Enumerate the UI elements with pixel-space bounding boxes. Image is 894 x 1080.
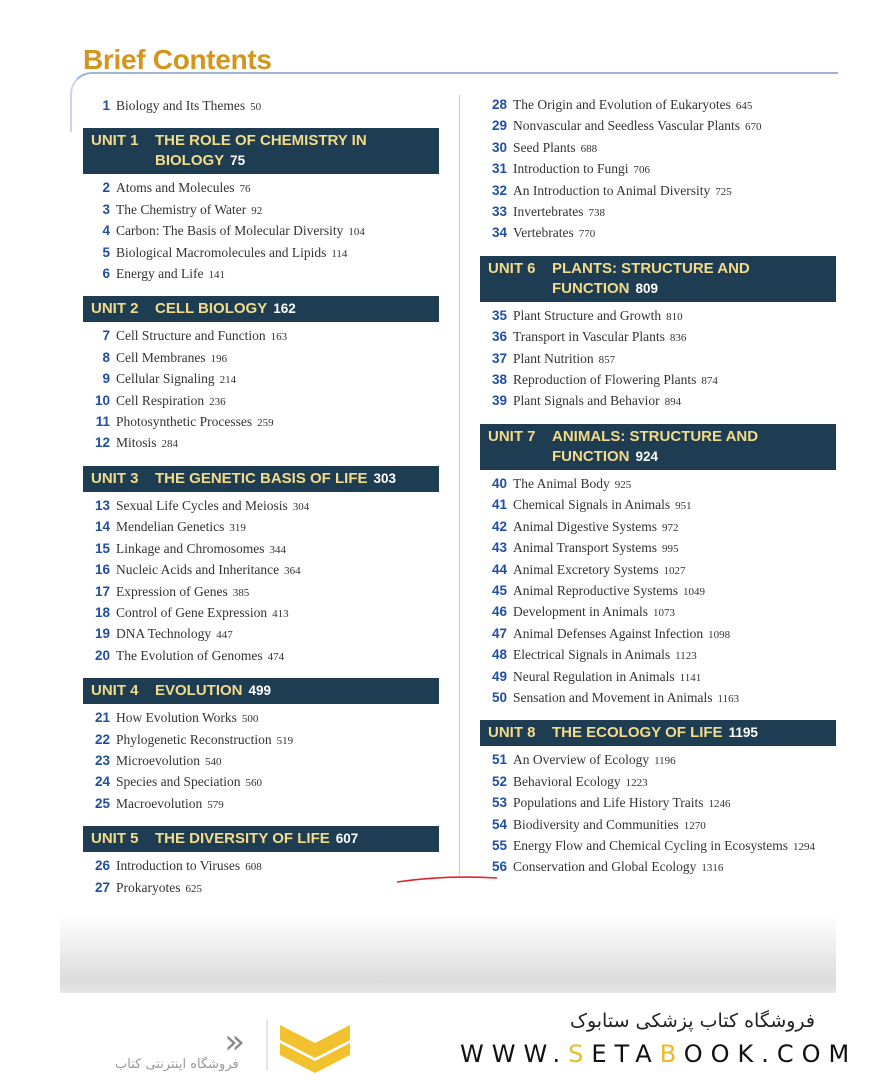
chapter-title: Animal Transport Systems: [513, 540, 658, 556]
chapter-number: 25: [94, 795, 110, 811]
chapter-number: 4: [102, 223, 110, 239]
chapter-number: 32: [491, 182, 507, 198]
chapter-page: 1294: [792, 840, 815, 853]
chapter-number: 35: [491, 307, 507, 323]
chapter-entry[interactable]: [480, 391, 836, 412]
chapter-page: 304: [292, 500, 310, 513]
chapter-page: 608: [245, 861, 262, 874]
chapter-number: 31: [491, 161, 507, 177]
chapter-number: 2: [102, 180, 110, 196]
chapter-number: 45: [491, 582, 507, 598]
chapter-page: 344: [269, 543, 286, 556]
chapter-entry[interactable]: [83, 369, 439, 390]
chapter-entry[interactable]: [480, 836, 836, 857]
chapter-number: 15: [94, 540, 110, 556]
chapter-page: 706: [633, 164, 650, 177]
unit-label: UNIT 5: [91, 830, 139, 848]
chapter-title: Development in Animals: [513, 604, 648, 620]
chapter-entry[interactable]: [480, 793, 836, 814]
chapter-entry[interactable]: [480, 327, 836, 348]
unit-header[interactable]: [480, 424, 836, 470]
chapter-page: 874: [701, 375, 718, 388]
chapter-title: Phylogenetic Reconstruction: [116, 731, 272, 747]
unit-header[interactable]: [83, 678, 439, 704]
chapter-number: 19: [94, 626, 110, 642]
toc-right-column: [480, 95, 836, 879]
chapter-page: 995: [662, 543, 679, 556]
chapter-entry[interactable]: [83, 96, 439, 117]
toc-section: [83, 826, 439, 899]
unit-label: UNIT 8: [488, 724, 536, 742]
chapter-number: 40: [491, 475, 507, 491]
url-part: S: [568, 1040, 592, 1068]
chapter-number: 18: [94, 604, 110, 620]
chapter-page: 540: [205, 755, 222, 768]
chapter-number: 14: [94, 519, 110, 535]
chapter-title: Introduction to Viruses: [116, 858, 241, 874]
chapter-entry[interactable]: [480, 581, 836, 602]
chapter-page: 857: [598, 353, 616, 366]
chapter-entry[interactable]: [480, 495, 836, 516]
unit-page: 1195: [728, 725, 758, 741]
chapter-title: Atoms and Molecules: [116, 180, 235, 196]
chapter-entry[interactable]: [480, 138, 836, 159]
chapter-entry[interactable]: [83, 326, 439, 347]
chapter-entry[interactable]: [83, 856, 439, 877]
chapter-title: Neural Regulation in Animals: [513, 668, 675, 684]
chapter-title: The Animal Body: [513, 475, 610, 491]
chapter-entry[interactable]: [480, 517, 836, 538]
chapter-entry[interactable]: [480, 159, 836, 180]
chapter-number: 11: [95, 414, 110, 430]
chapter-number: 7: [102, 328, 110, 344]
chapter-title: Control of Gene Expression: [116, 604, 268, 620]
chapter-number: 21: [94, 710, 110, 726]
chapter-page: 972: [662, 521, 679, 534]
chapter-title: Behavioral Ecology: [513, 773, 621, 789]
chapter-title: Populations and Life History Traits: [513, 795, 704, 811]
chapter-title: DNA Technology: [116, 626, 212, 642]
chapter-entry[interactable]: [83, 264, 439, 285]
page-title: Brief Contents: [83, 44, 272, 75]
chapter-entry[interactable]: [83, 178, 439, 199]
chapter-page: 114: [331, 247, 348, 260]
chapter-page: 519: [276, 734, 294, 747]
chapter-title: Invertebrates: [513, 204, 584, 220]
chapter-title: Microevolution: [116, 752, 200, 768]
chapter-number: 39: [491, 393, 507, 409]
unit-label: UNIT 4: [91, 682, 139, 700]
chapter-title: Sensation and Movement in Animals: [513, 689, 713, 705]
unit-title: ANIMALS: STRUCTURE AND FUNCTION: [552, 427, 759, 465]
toc-section: [83, 678, 439, 815]
chapter-entry[interactable]: [83, 603, 439, 624]
unit-label: UNIT 2: [91, 300, 139, 318]
url-part: ETA: [591, 1040, 660, 1068]
chapter-page: 236: [209, 395, 226, 408]
chapter-entry[interactable]: [480, 474, 836, 495]
chapter-number: 33: [491, 204, 507, 220]
chapter-number: 20: [94, 647, 110, 663]
chapter-title: Chemical Signals in Animals: [513, 497, 671, 513]
chapter-title: An Overview of Ecology: [513, 752, 650, 768]
chapter-entry[interactable]: [83, 412, 439, 433]
toc-section: [83, 128, 439, 285]
chapter-entry[interactable]: [480, 116, 836, 137]
unit-page: 607: [335, 831, 359, 847]
chapter-number: 50: [491, 689, 507, 705]
chapter-page: 1073: [652, 607, 675, 620]
chapter-number: 17: [94, 583, 110, 599]
chapter-page: 76: [239, 183, 251, 196]
chapter-page: 196: [210, 352, 228, 365]
chapter-title: The Origin and Evolution of Eukaryotes: [513, 97, 731, 112]
store-name: فروشگاه کتاب پزشکی ستابوک: [569, 1010, 815, 1032]
chapter-number: 27: [94, 879, 110, 895]
chapter-page: 259: [257, 417, 274, 430]
chapter-title: Transport in Vascular Plants: [513, 329, 665, 345]
toc-section: [480, 95, 836, 245]
chapter-number: 43: [491, 540, 507, 556]
chapter-number: 23: [94, 752, 110, 768]
chapter-entry[interactable]: [480, 349, 836, 370]
unit-header[interactable]: [83, 128, 439, 174]
chapter-entry[interactable]: [480, 95, 836, 116]
chapter-number: 48: [491, 647, 507, 663]
unit-header[interactable]: [83, 826, 439, 852]
chapter-title: Plant Nutrition: [513, 350, 594, 366]
unit-page: 162: [273, 301, 296, 317]
chapter-number: 53: [491, 795, 507, 811]
chapter-page: 670: [744, 121, 762, 134]
unit-label: UNIT 6: [488, 259, 536, 277]
chapter-entry[interactable]: [480, 815, 836, 836]
chapter-entry[interactable]: [83, 433, 439, 454]
chapter-page: 1316: [701, 862, 724, 875]
chapter-title: Cell Respiration: [116, 392, 205, 408]
chapter-page: 836: [669, 332, 687, 345]
chapter-title: Plant Structure and Growth: [513, 307, 662, 323]
toc-section: [480, 720, 836, 878]
chapter-number: 42: [491, 518, 507, 534]
unit-page: 303: [373, 470, 397, 486]
chapter-entry[interactable]: [480, 560, 836, 581]
chapter-title: Prokaryotes: [116, 879, 181, 895]
chapter-page: 725: [715, 185, 732, 198]
chapter-page: 1027: [663, 564, 686, 577]
chapter-title: Seed Plants: [513, 139, 576, 155]
chapter-number: 6: [102, 266, 110, 282]
chapter-number: 16: [94, 562, 110, 578]
chapter-entry[interactable]: [83, 517, 439, 538]
url-part: B: [659, 1040, 684, 1068]
chapter-number: 13: [94, 497, 110, 513]
chapter-title: The Evolution of Genomes: [116, 647, 263, 663]
red-pen-mark: [395, 872, 500, 886]
chapter-page: 738: [588, 207, 605, 220]
chapter-number: 9: [102, 371, 110, 387]
unit-label: UNIT 7: [488, 427, 536, 445]
chapter-page: 1098: [708, 628, 731, 641]
chapter-entry[interactable]: [83, 560, 439, 581]
chapter-page: 1196: [654, 755, 676, 768]
chapter-page: 951: [675, 500, 692, 513]
unit-title: THE ROLE OF CHEMISTRY IN BIOLOGY: [155, 132, 367, 170]
chapter-entry[interactable]: [83, 794, 439, 815]
unit-header[interactable]: [480, 720, 836, 746]
chapter-entry[interactable]: [83, 582, 439, 603]
chapter-title: Reproduction of Flowering Plants: [513, 372, 697, 388]
chapter-number: 47: [491, 625, 507, 641]
chapter-title: Nonvascular and Seedless Vascular Plants: [513, 118, 740, 134]
unit-title: PLANTS: STRUCTURE AND FUNCTION: [552, 259, 750, 297]
chapter-page: 447: [216, 629, 233, 642]
chapter-entry[interactable]: [480, 667, 836, 688]
chapter-entry[interactable]: [83, 708, 439, 729]
chapter-page: 688: [580, 142, 598, 155]
chapter-page: 1270: [683, 819, 706, 832]
unit-header[interactable]: [480, 256, 836, 302]
chapter-title: Cell Structure and Function: [116, 328, 266, 344]
chapter-entry[interactable]: [83, 772, 439, 793]
chapter-page: 500: [241, 713, 259, 726]
chapter-page: 50: [250, 101, 262, 113]
chapter-title: Energy and Life: [116, 266, 204, 282]
chapter-page: 625: [185, 882, 202, 895]
unit-title: THE GENETIC BASIS OF LIFE: [155, 469, 368, 487]
chapter-title: Cell Membranes: [116, 349, 206, 365]
chapter-page: 319: [229, 522, 246, 535]
unit-page: 75: [230, 153, 246, 169]
chapter-entry[interactable]: [480, 370, 836, 391]
toc-section: [83, 466, 439, 667]
chapter-title: An Introduction to Animal Diversity: [513, 182, 711, 198]
chapter-title: Linkage and Chromosomes: [116, 540, 265, 556]
chapter-title: Conservation and Global Ecology: [513, 859, 697, 875]
toc-left-column: [83, 96, 439, 899]
chapter-title: Expression of Genes: [116, 583, 228, 599]
chapter-entry[interactable]: [83, 243, 439, 264]
chapter-entry[interactable]: [83, 348, 439, 369]
unit-header[interactable]: [83, 296, 439, 322]
chapter-number: 52: [491, 773, 507, 789]
chapter-entry[interactable]: [83, 624, 439, 645]
chapter-entry[interactable]: [83, 646, 439, 667]
chapter-number: 5: [102, 244, 110, 260]
chapter-entry[interactable]: [480, 624, 836, 645]
chapter-number: 1: [102, 98, 110, 113]
chapter-entry[interactable]: [480, 688, 836, 709]
page-shadow-band: [60, 915, 836, 993]
chapter-number: 29: [491, 118, 507, 134]
chapter-page: 214: [219, 374, 237, 387]
chapter-page: 1246: [708, 798, 731, 811]
toc-section: [480, 424, 836, 709]
unit-label: UNIT 3: [91, 469, 139, 487]
chapter-number: 30: [491, 139, 507, 155]
url-part: OOK.COM: [683, 1040, 858, 1068]
chapter-page: 925: [614, 478, 632, 491]
chapter-page: 385: [232, 586, 250, 599]
chapter-entry[interactable]: [83, 221, 439, 242]
chapter-page: 413: [272, 607, 289, 620]
toc-section: [83, 296, 439, 454]
chapter-number: 28: [491, 97, 507, 112]
chapter-entry[interactable]: [480, 857, 836, 878]
chapter-entry[interactable]: [480, 306, 836, 327]
chapter-number: 46: [491, 604, 507, 620]
unit-title: THE ECOLOGY OF LIFE: [552, 724, 723, 742]
chapter-number: 34: [491, 225, 507, 241]
chapter-title: Energy Flow and Chemical Cycling in Ecosystems: [513, 837, 788, 853]
chapter-number: 37: [491, 350, 507, 366]
chapter-title: Plant Signals and Behavior: [513, 393, 660, 409]
chapter-entry[interactable]: [480, 223, 836, 244]
svg-text:»: »: [224, 1022, 245, 1062]
chapter-title: Mendelian Genetics: [116, 519, 225, 535]
unit-label: UNIT 1: [91, 132, 139, 150]
chapter-page: 1123: [675, 650, 697, 663]
chapter-title: The Chemistry of Water: [116, 201, 247, 217]
chapter-page: 579: [207, 798, 224, 811]
toc-section: [83, 96, 439, 117]
chapter-number: 55: [491, 837, 507, 853]
unit-title: CELL BIOLOGY: [155, 300, 268, 318]
chapter-entry[interactable]: [480, 538, 836, 559]
chapter-title: Cellular Signaling: [116, 371, 215, 387]
chapter-title: Photosynthetic Processes: [116, 414, 253, 430]
chapter-entry[interactable]: [83, 751, 439, 772]
chapter-title: How Evolution Works: [116, 710, 237, 726]
chapter-entry[interactable]: [83, 200, 439, 221]
chapter-page: 104: [348, 226, 365, 239]
chapter-number: 3: [102, 201, 110, 217]
chapter-entry[interactable]: [480, 602, 836, 623]
chapter-entry[interactable]: [83, 539, 439, 560]
chapter-number: 22: [94, 731, 110, 747]
chapter-title: Sexual Life Cycles and Meiosis: [116, 497, 288, 513]
unit-page: 924: [635, 448, 659, 464]
chapter-page: 770: [578, 228, 596, 241]
toc-section: [480, 256, 836, 413]
chapter-entry[interactable]: [83, 878, 439, 899]
chapter-page: 474: [267, 650, 285, 663]
chapter-number: 54: [491, 816, 507, 832]
chapter-page: 92: [251, 204, 263, 217]
chapter-title: Macroevolution: [116, 795, 203, 811]
chapter-entry[interactable]: [83, 496, 439, 517]
chapter-number: 44: [491, 561, 507, 577]
chapter-number: 38: [491, 372, 507, 388]
chapter-page: 560: [245, 777, 262, 790]
unit-title: THE DIVERSITY OF LIFE: [155, 830, 330, 848]
chapter-title: Biological Macromolecules and Lipids: [116, 244, 327, 260]
chapter-page: 810: [666, 310, 683, 323]
chapter-number: 24: [94, 774, 110, 790]
chapter-number: 36: [491, 329, 507, 345]
logo-tagline: فروشگاه اینترنتی کتاب: [115, 1057, 239, 1072]
chapter-page: 1049: [682, 585, 705, 598]
chapter-title: Vertebrates: [513, 225, 574, 241]
chapter-entry[interactable]: [83, 391, 439, 412]
chapter-entry[interactable]: [480, 750, 836, 771]
chapter-title: Animal Reproductive Systems: [513, 582, 678, 598]
chapter-entry[interactable]: [480, 645, 836, 666]
chapter-title: Species and Speciation: [116, 774, 241, 790]
store-url[interactable]: [460, 1040, 857, 1068]
chapter-number: 26: [94, 858, 110, 874]
chapter-title: Animal Digestive Systems: [513, 518, 657, 534]
chapter-number: 51: [491, 752, 507, 768]
chapter-entry[interactable]: [480, 181, 836, 202]
chapter-title: Electrical Signals in Animals: [513, 647, 671, 663]
chapter-title: Biodiversity and Communities: [513, 816, 679, 832]
chapter-title: Nucleic Acids and Inheritance: [116, 562, 280, 578]
chapter-title: Biology and Its Themes: [116, 98, 246, 113]
chapter-entry[interactable]: [480, 772, 836, 793]
url-part: WWW.: [460, 1040, 569, 1068]
chapter-page: 1141: [679, 671, 702, 684]
chapter-page: 1163: [717, 692, 740, 705]
chapter-page: 1223: [625, 776, 648, 789]
chapter-page: 645: [735, 100, 753, 112]
chapter-title: Carbon: The Basis of Molecular Diversity: [116, 223, 344, 239]
chapter-page: 894: [664, 396, 682, 409]
chapter-page: 284: [161, 438, 179, 451]
chapter-page: 141: [208, 269, 225, 282]
chapter-number: 12: [94, 435, 110, 451]
unit-title: EVOLUTION: [155, 682, 243, 700]
unit-header[interactable]: [83, 466, 439, 492]
chapter-title: Mitosis: [116, 435, 157, 451]
chapter-number: 49: [491, 668, 507, 684]
chapter-page: 364: [284, 565, 301, 578]
chapter-page: 163: [270, 331, 288, 344]
unit-page: 499: [248, 683, 272, 699]
chapter-entry[interactable]: [83, 730, 439, 751]
column-divider: [459, 95, 460, 875]
chapter-number: 10: [94, 392, 110, 408]
chapter-title: Animal Excretory Systems: [513, 561, 659, 577]
chapter-title: Introduction to Fungi: [513, 161, 629, 177]
chapter-title: Animal Defenses Against Infection: [513, 625, 704, 641]
unit-page: 809: [635, 280, 659, 296]
chapter-number: 56: [491, 859, 507, 875]
chapter-entry[interactable]: [480, 202, 836, 223]
chapter-number: 8: [102, 349, 110, 365]
chapter-number: 41: [491, 497, 507, 513]
